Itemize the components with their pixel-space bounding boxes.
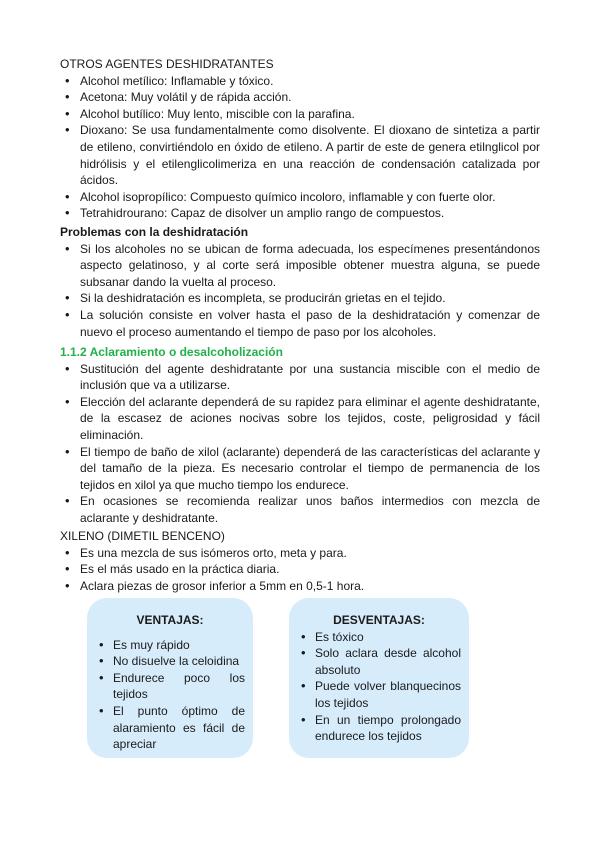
list-item: • Acetona: Muy volátil y de rápida acción. bbox=[60, 89, 540, 106]
list-item: • Si los alcoholes no se ubican de forma adecuada, los especímenes presentándonos aspecto gelatinoso, y al corte será imposible obtener muestra alguna, se puede subsanar dando la vuelta al proceso. bbox=[60, 241, 540, 291]
list-item: • Alcohol butílico: Muy lento, miscible con la parafina. bbox=[60, 106, 540, 123]
desventajas-box bbox=[289, 598, 469, 758]
aclaramiento-section bbox=[60, 344, 540, 527]
list-item: • Tetrahidrourano: Capaz de disolver un amplio rango de compuestos. bbox=[60, 205, 540, 222]
desventajas-list bbox=[297, 629, 461, 745]
list-item: • El tiempo de baño de xilol (aclarante) dependerá de las características del aclarante y del tamaño de la pieza. Es necesario controlar el tiempo de permanencia de los tejidos en xilol ya que mucho tiempo los endurece. bbox=[60, 444, 540, 494]
ventajas-box bbox=[87, 598, 253, 758]
problemas-list bbox=[60, 241, 540, 341]
list-item: • El punto óptimo de alaramiento es fácil de apreciar bbox=[95, 703, 245, 753]
list-item: • Dioxano: Se usa fundamentalmente como disolvente. El dioxano de sintetiza a partir de etileno, convirtiéndolo en óxido de etileno. A partir de este de genera etilnglicol por hidrólisis y el etilenglicolimeriza en una reacción de condensación catalizada por ácidos. bbox=[60, 122, 540, 188]
ventajas-title: VENTAJAS: bbox=[136, 613, 204, 627]
otros-agentes-section bbox=[60, 56, 540, 222]
list-item: • Endurece poco los tejidos bbox=[95, 670, 245, 703]
problemas-section bbox=[60, 224, 540, 340]
list-item: • Si la deshidratación es incompleta, se producirán grietas en el tejido. bbox=[60, 290, 540, 307]
xileno-section bbox=[60, 528, 540, 594]
list-item: • Aclara piezas de grosor inferior a 5mm en 0,5-1 hora. bbox=[60, 578, 540, 595]
problemas-heading: Problemas con la deshidratación bbox=[60, 225, 249, 239]
xileno-heading: XILENO (DIMETIL BENCENO) bbox=[60, 529, 225, 543]
list-item: • Es muy rápido bbox=[95, 637, 245, 654]
list-item: • No disuelve la celoidina bbox=[95, 653, 245, 670]
list-item: • En ocasiones se recomienda realizar unos baños intermedios con mezcla de aclarante y deshidratante. bbox=[60, 493, 540, 526]
otros-agentes-list bbox=[60, 73, 540, 222]
list-item: • Puede volver blanquecinos los tejidos bbox=[297, 678, 461, 711]
list-item: • Sustitución del agente deshidratante por una sustancia miscible con el medio de inclusión que va a utilizarse. bbox=[60, 361, 540, 394]
list-item: • Es una mezcla de sus isómeros orto, meta y para. bbox=[60, 545, 540, 562]
list-item: • Alcohol isopropílico: Compuesto químico incoloro, inflamable y con fuerte olor. bbox=[60, 189, 540, 206]
list-item: • Es el más usado en la práctica diaria. bbox=[60, 561, 540, 578]
aclaramiento-list bbox=[60, 361, 540, 527]
list-item: • Elección del aclarante dependerá de su rapidez para eliminar el agente deshidratante, de la escasez de aciones nocivas sobre los tejidos, coste, peligrosidad y fácil eliminación. bbox=[60, 394, 540, 444]
ventajas-list bbox=[95, 637, 245, 753]
list-item: • Solo aclara desde alcohol absoluto bbox=[297, 645, 461, 678]
list-item: • Es tóxico bbox=[297, 629, 461, 646]
otros-agentes-heading: OTROS AGENTES DESHIDRATANTES bbox=[60, 57, 274, 71]
list-item: • La solución consiste en volver hasta el paso de la deshidratación y comenzar de nuevo el proceso aumentando el tiempo de paso por los alcoholes. bbox=[60, 307, 540, 340]
xileno-list bbox=[60, 545, 540, 595]
list-item: • Alcohol metílico: Inflamable y tóxico. bbox=[60, 73, 540, 90]
desventajas-title: DESVENTAJAS: bbox=[333, 613, 425, 627]
aclaramiento-heading: 1.1.2 Aclaramiento o desalcoholización bbox=[60, 345, 283, 359]
list-item: • En un tiempo prolongado endurece los tejidos bbox=[297, 712, 461, 745]
